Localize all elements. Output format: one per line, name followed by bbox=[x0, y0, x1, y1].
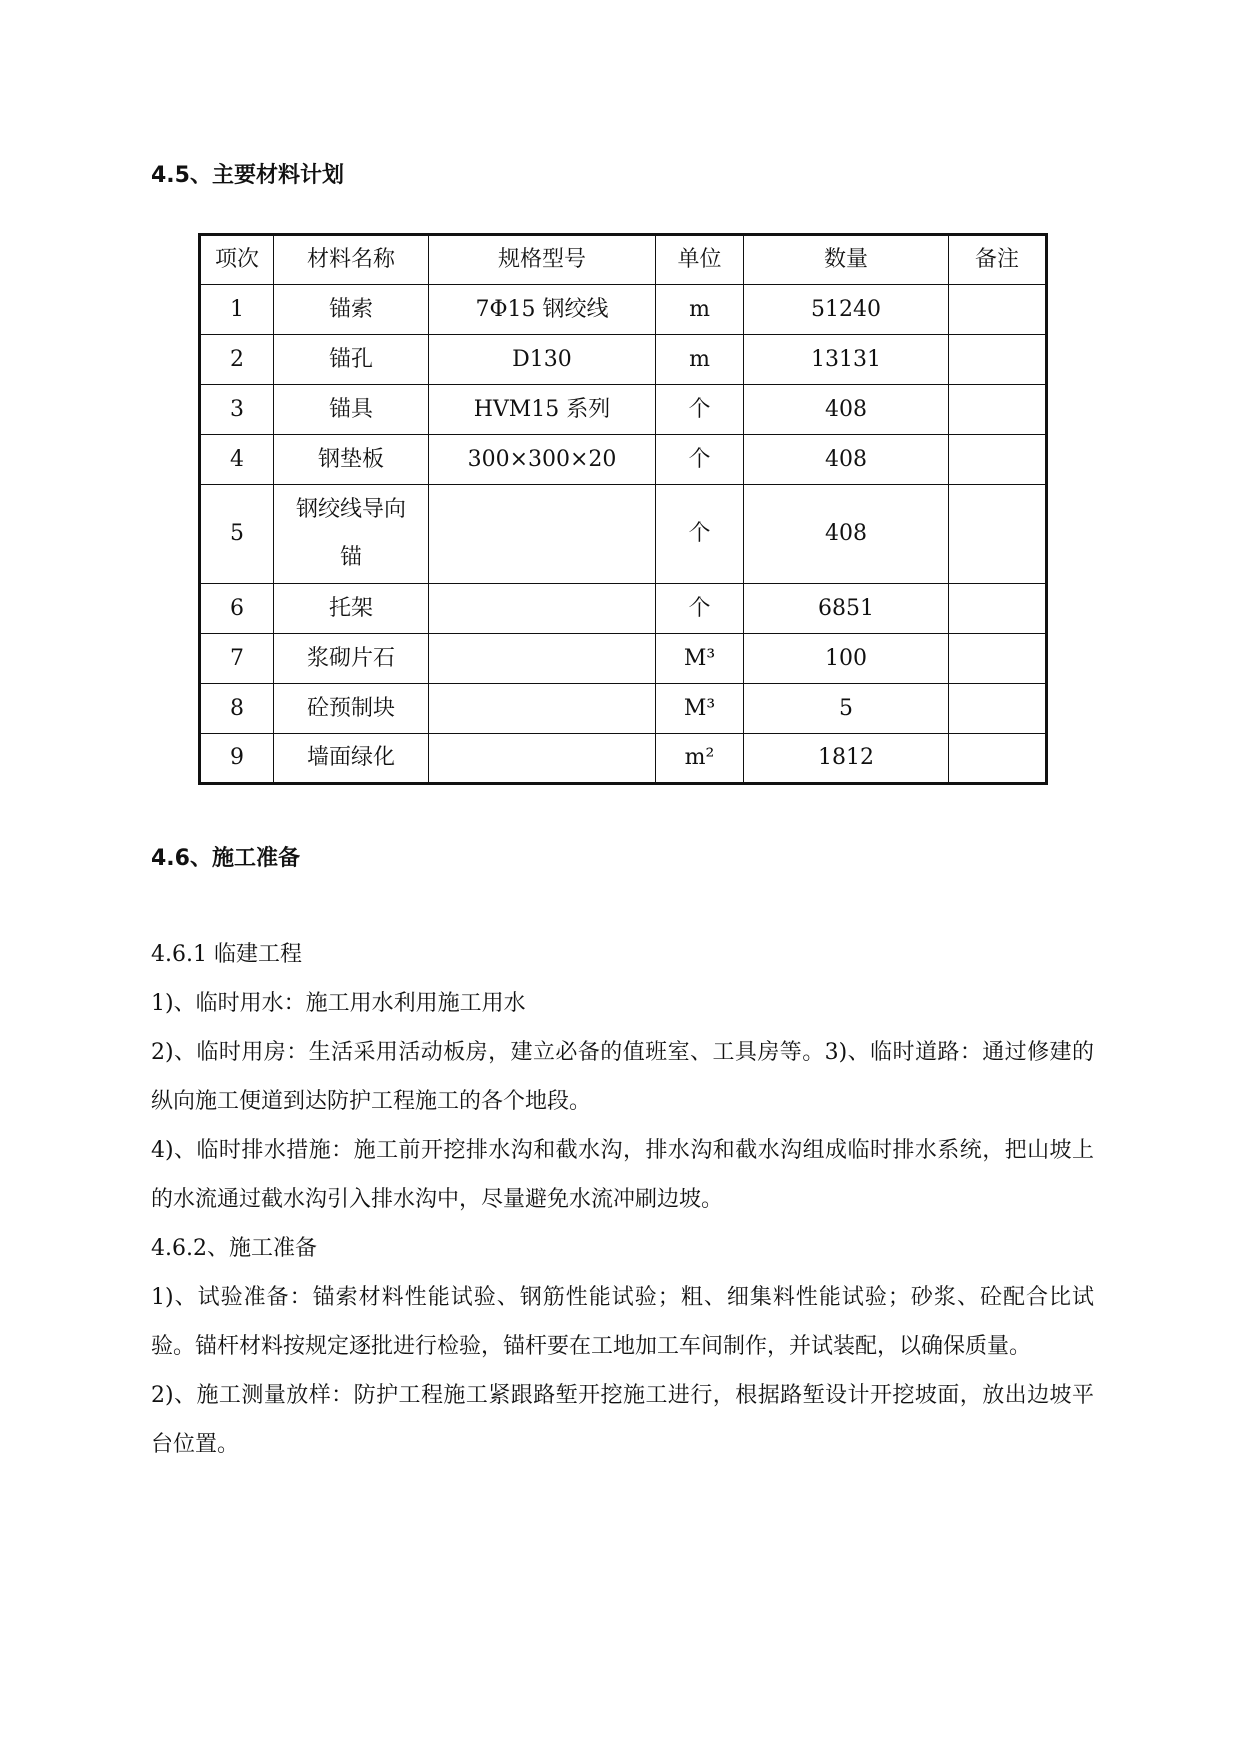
cell-qty: 6851 bbox=[744, 584, 949, 634]
cell-qty: 100 bbox=[744, 634, 949, 684]
cell-unit: 个 bbox=[656, 485, 744, 584]
header-material-name: 材料名称 bbox=[274, 235, 429, 285]
cell-name: 砼预制块 bbox=[274, 684, 429, 734]
table-row bbox=[200, 584, 1047, 634]
header-item-no: 项次 bbox=[200, 235, 274, 285]
cell-qty: 408 bbox=[744, 435, 949, 485]
cell-unit: 个 bbox=[656, 435, 744, 485]
cell-name: 钢垫板 bbox=[274, 435, 429, 485]
paragraph-temp-housing-roads: 2)、临时用房：生活采用活动板房，建立必备的值班室、工具房等。3)、临时道路：通过修建的纵向施工便道到达防护工程施工的各个地段。 bbox=[151, 1040, 1094, 1114]
header-unit: 单位 bbox=[656, 235, 744, 285]
paragraph-temp-drainage: 4)、临时排水措施：施工前开挖排水沟和截水沟，排水沟和截水沟组成临时排水系统，把山坡上的水流通过截水沟引入排水沟中，尽量避免水流冲刷边坡。 bbox=[151, 1138, 1094, 1212]
cell-unit: M³ bbox=[656, 684, 744, 734]
cell-no: 1 bbox=[200, 285, 274, 335]
table-row bbox=[200, 335, 1047, 385]
cell-note bbox=[949, 285, 1047, 335]
cell-note bbox=[949, 435, 1047, 485]
cell-unit: 个 bbox=[656, 385, 744, 435]
cell-note bbox=[949, 485, 1047, 584]
construction-prep-body bbox=[151, 930, 1094, 1469]
cell-note bbox=[949, 385, 1047, 435]
cell-note bbox=[949, 335, 1047, 385]
cell-qty: 1812 bbox=[744, 734, 949, 784]
cell-spec bbox=[429, 485, 656, 584]
subsection-4-6-2-title: 4.6.2、施工准备 bbox=[151, 1236, 317, 1261]
header-spec: 规格型号 bbox=[429, 235, 656, 285]
cell-name bbox=[274, 485, 429, 584]
table-row bbox=[200, 634, 1047, 684]
paragraph-survey-layout: 2)、施工测量放样：防护工程施工紧跟路堑开挖施工进行，根据路堑设计开挖坡面，放出边坡平台位置。 bbox=[151, 1383, 1094, 1457]
cell-no: 8 bbox=[200, 684, 274, 734]
cell-note bbox=[949, 634, 1047, 684]
table-row bbox=[200, 285, 1047, 335]
cell-unit: m² bbox=[656, 734, 744, 784]
cell-no: 3 bbox=[200, 385, 274, 435]
cell-unit: 个 bbox=[656, 584, 744, 634]
cell-spec: D130 bbox=[429, 335, 656, 385]
cell-qty: 5 bbox=[744, 684, 949, 734]
cell-qty: 408 bbox=[744, 385, 949, 435]
cell-spec: 7Φ15 钢绞线 bbox=[429, 285, 656, 335]
cell-no: 9 bbox=[200, 734, 274, 784]
table-row bbox=[200, 734, 1047, 784]
cell-spec bbox=[429, 684, 656, 734]
paragraph-temp-water: 1)、临时用水：施工用水利用施工用水 bbox=[151, 991, 526, 1016]
cell-name: 锚索 bbox=[274, 285, 429, 335]
cell-unit: m bbox=[656, 335, 744, 385]
cell-name: 锚具 bbox=[274, 385, 429, 435]
cell-no: 6 bbox=[200, 584, 274, 634]
cell-spec: HVM15 系列 bbox=[429, 385, 656, 435]
cell-name-line-1: 钢绞线导向 bbox=[295, 497, 406, 522]
table-header-row bbox=[200, 235, 1047, 285]
cell-unit: M³ bbox=[656, 634, 744, 684]
cell-no: 7 bbox=[200, 634, 274, 684]
materials-plan-table bbox=[198, 233, 1048, 785]
cell-qty: 13131 bbox=[744, 335, 949, 385]
cell-name: 锚孔 bbox=[274, 335, 429, 385]
cell-name-line-2: 锚 bbox=[339, 545, 362, 570]
table-row bbox=[200, 684, 1047, 734]
header-remarks: 备注 bbox=[949, 235, 1047, 285]
cell-no: 5 bbox=[200, 485, 274, 584]
cell-spec bbox=[429, 634, 656, 684]
cell-note bbox=[949, 734, 1047, 784]
table-row bbox=[200, 435, 1047, 485]
cell-note bbox=[949, 684, 1047, 734]
cell-note bbox=[949, 584, 1047, 634]
cell-spec: 300×300×20 bbox=[429, 435, 656, 485]
section-4-6-heading: 4.6、施工准备 bbox=[151, 846, 300, 871]
header-quantity: 数量 bbox=[744, 235, 949, 285]
cell-qty: 51240 bbox=[744, 285, 949, 335]
subsection-4-6-1-title: 4.6.1 临建工程 bbox=[151, 942, 302, 967]
section-4-5-heading: 4.5、主要材料计划 bbox=[151, 163, 344, 188]
cell-unit: m bbox=[656, 285, 744, 335]
cell-name: 托架 bbox=[274, 584, 429, 634]
cell-no: 2 bbox=[200, 335, 274, 385]
cell-name: 墙面绿化 bbox=[274, 734, 429, 784]
paragraph-test-prep: 1)、试验准备：锚索材料性能试验、钢筋性能试验；粗、细集料性能试验；砂浆、砼配合比试验。锚杆材料按规定逐批进行检验，锚杆要在工地加工车间制作，并试装配，以确保质量。 bbox=[151, 1285, 1094, 1359]
cell-spec bbox=[429, 584, 656, 634]
cell-spec bbox=[429, 734, 656, 784]
cell-qty: 408 bbox=[744, 485, 949, 584]
cell-no: 4 bbox=[200, 435, 274, 485]
table-row bbox=[200, 385, 1047, 435]
table-row bbox=[200, 485, 1047, 584]
cell-name: 浆砌片石 bbox=[274, 634, 429, 684]
